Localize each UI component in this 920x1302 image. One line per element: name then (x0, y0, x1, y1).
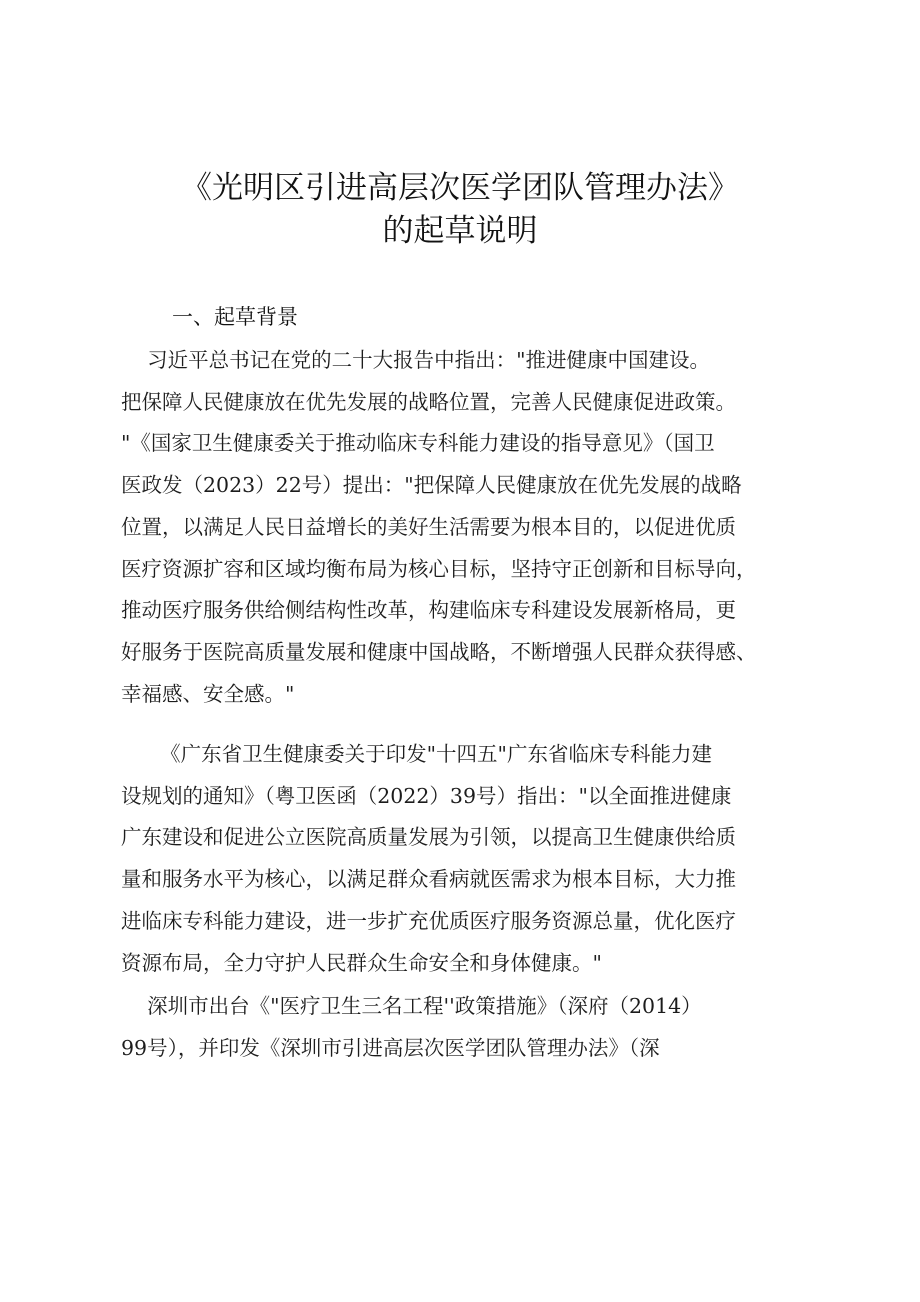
paragraph-line: 把保障人民健康放在优先发展的战略位置，完善人民健康促进政策。 (121, 389, 736, 414)
paragraph-line: 《广东省卫生健康委关于印发"十四五"广东省临床专科能力建 (121, 742, 712, 766)
paragraph-line: 医政发（2023）22号）提出："把保障人民健康放在优先发展的战略 (121, 473, 742, 498)
paragraph-line: 设规划的通知》（粤卫医函（2022）39号）指出："以全面推进健康 (121, 783, 732, 808)
paragraph-line: 幸福感、安全感。" (121, 681, 295, 706)
paragraph-1 (121, 340, 811, 715)
document-title-line-2: 的起草说明 (382, 213, 538, 249)
paragraph-line: "《国家卫生健康委关于推动临床专科能力建设的指导意见》（国卫 (121, 431, 715, 456)
paragraph-line: 位置，以满足人民日益增长的美好生活需要为根本目的，以促进优质 (121, 514, 736, 539)
paragraph-line: 深圳市出台《"医疗卫生三名工程''政策措施》（深府（2014） (121, 994, 702, 1018)
paragraph-line: 进临床专科能力建设，进一步扩充优质医疗服务资源总量，优化医疗 (121, 908, 736, 933)
paragraph-line: 99号），并印发《深圳市引进高层次医学团队管理办法》（深 (121, 1035, 660, 1060)
paragraph-line: 好服务于医院高质量发展和健康中国战略，不断增强人民群众获得感、 (121, 639, 757, 664)
paragraph-line: 量和服务水平为核心，以满足群众看病就医需求为根本目标，大力推 (121, 867, 736, 892)
paragraph-line: 习近平总书记在党的二十大报告中指出："推进健康中国建设。 (121, 348, 710, 372)
paragraph-line: 医疗资源扩容和区域均衡布局为核心目标，坚持守正创新和目标导向， (121, 556, 757, 581)
paragraph-line: 资源布局，全力守护人民群众生命安全和身体健康。" (121, 950, 602, 975)
document-title-line-1: 《光明区引进高层次医学团队管理办法》 (181, 170, 739, 206)
paragraph-line: 广东建设和促进公立医院高质量发展为引领，以提高卫生健康供给质 (121, 825, 736, 850)
paragraph-2 (121, 734, 811, 984)
section-heading: 一、起草背景 (172, 305, 298, 329)
paragraph-3 (121, 986, 811, 1069)
paragraph-line: 推动医疗服务供给侧结构性改革，构建临床专科建设发展新格局，更 (121, 598, 736, 623)
